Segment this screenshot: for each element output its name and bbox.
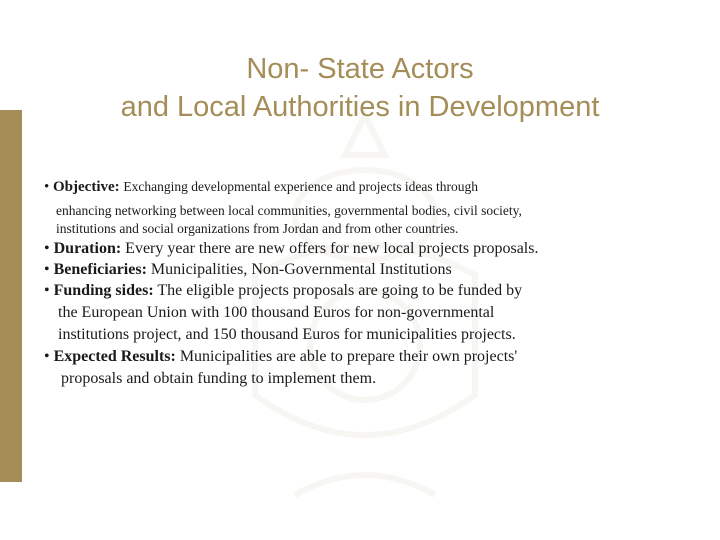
- funding-text-2: the European Union with 100 thousand Euros for non-governmental: [58, 304, 495, 321]
- duration-text: Every year there are new offers for new local projects proposals.: [125, 240, 539, 257]
- funding-line-1: [44, 282, 522, 300]
- funding-label: Funding sides:: [53, 282, 154, 299]
- beneficiaries-line: [44, 261, 452, 279]
- objective-text-2: enhancing networking between local communities, governmental bodies, civil society,: [56, 203, 522, 218]
- bullet-icon: •: [44, 179, 50, 195]
- title-line-1: Non- State Actors: [246, 53, 474, 85]
- duration-label: Duration:: [53, 240, 122, 257]
- objective-line-1: [44, 179, 478, 196]
- funding-text-3: institutions project, and 150 thousand Euros for municipalities projects.: [58, 326, 516, 343]
- beneficiaries-text: Municipalities, Non-Governmental Institutions: [150, 261, 452, 278]
- bullet-icon: •: [44, 282, 50, 299]
- funding-text-1: The eligible projects proposals are going to be funded by: [157, 282, 523, 299]
- bullet-icon: •: [44, 240, 50, 257]
- duration-line: [44, 240, 538, 258]
- bullet-icon: •: [44, 261, 50, 278]
- bullet-icon: •: [44, 348, 50, 365]
- results-text-1: Municipalities are able to prepare their own projects': [179, 348, 518, 365]
- results-text-2: proposals and obtain funding to implement them.: [61, 370, 377, 387]
- objective-label: Objective:: [53, 179, 120, 195]
- results-label: Expected Results:: [53, 348, 176, 365]
- beneficiaries-label: Beneficiaries:: [53, 261, 147, 278]
- title-line-2: and Local Authorities in Development: [120, 91, 600, 123]
- objective-text-3: institutions and social organizations from Jordan and from other countries.: [56, 221, 459, 236]
- results-line-1: [44, 348, 517, 366]
- objective-text-1: Exchanging developmental experience and projects ideas through: [123, 179, 479, 194]
